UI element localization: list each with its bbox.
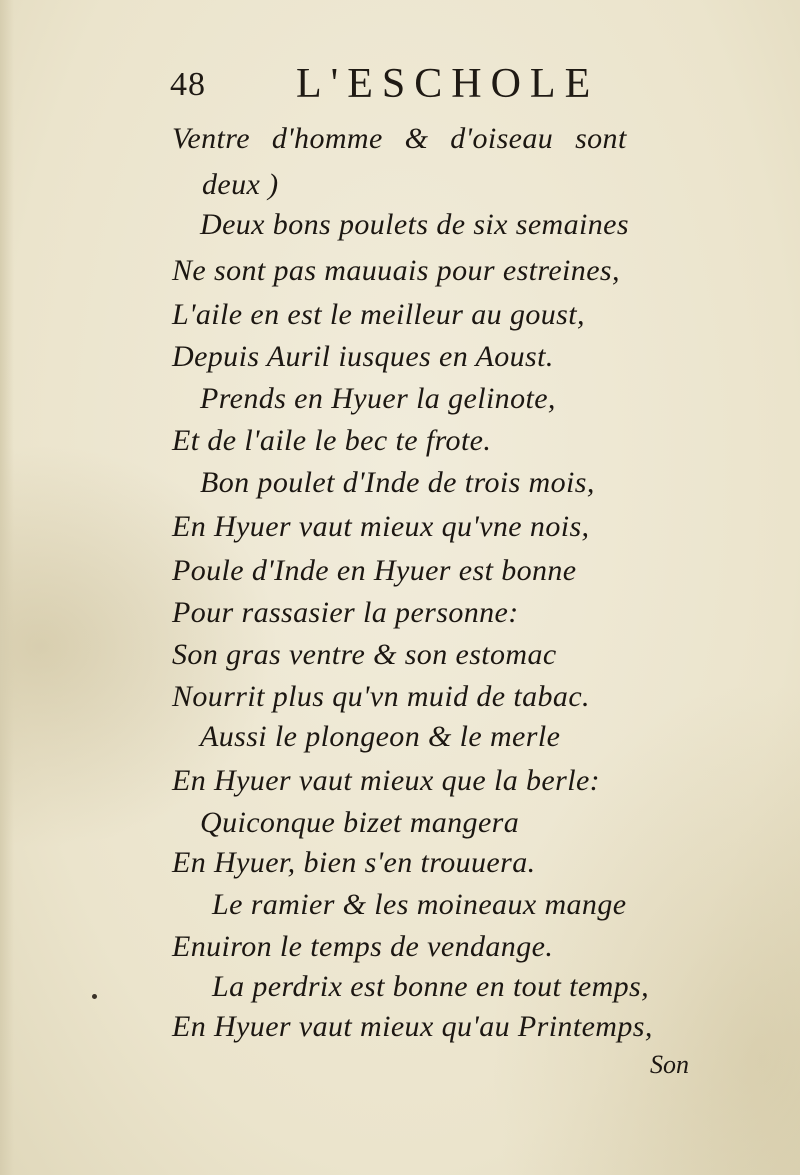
verse-line: En Hyuer, bien s'en trouuera. — [172, 846, 536, 879]
verse-line: Ne sont pas mauuais pour estreines, — [172, 254, 620, 287]
verse-line: Bon poulet d'Inde de trois mois, — [200, 466, 595, 499]
verse-line: Et de l'aile le bec te frote. — [172, 424, 492, 457]
verse-line: deux ) — [202, 168, 279, 201]
verse-line: En Hyuer vaut mieux qu'au Printemps, — [172, 1010, 653, 1043]
verse-line: En Hyuer vaut mieux qu'vne nois, — [172, 510, 590, 543]
running-head: L'ESCHOLE — [296, 61, 600, 107]
verse-line: En Hyuer vaut mieux que la berle: — [172, 764, 601, 797]
verse-line: Aussi le plongeon & le merle — [200, 720, 561, 753]
verse-line: L'aile en est le meilleur au goust, — [172, 298, 585, 331]
verse-line: Nourrit plus qu'vn muid de tabac. — [172, 680, 590, 713]
ink-speck — [92, 994, 97, 999]
verse-line: Enuiron le temps de vendange. — [172, 930, 554, 963]
verse-line: Quiconque bizet mangera — [200, 806, 520, 839]
verse-line: Pour rassasier la personne: — [172, 596, 519, 629]
catchword: Son — [650, 1050, 689, 1079]
verse-line: La perdrix est bonne en tout temps, — [212, 970, 650, 1003]
verse-line: Deux bons poulets de six semaines — [200, 208, 629, 241]
verse-line: Ventre d'homme & d'oiseau sont — [172, 122, 627, 155]
page-number: 48 — [170, 66, 206, 103]
verse-line: Poule d'Inde en Hyuer est bonne — [172, 554, 577, 587]
verse-line: Prends en Hyuer la gelinote, — [200, 382, 556, 415]
page-edge-shadow — [0, 0, 14, 1175]
verse-line: Le ramier & les moineaux mange — [212, 888, 627, 921]
verse-line: Son gras ventre & son estomac — [172, 638, 557, 671]
verse-line: Depuis Auril iusques en Aoust. — [172, 340, 554, 373]
